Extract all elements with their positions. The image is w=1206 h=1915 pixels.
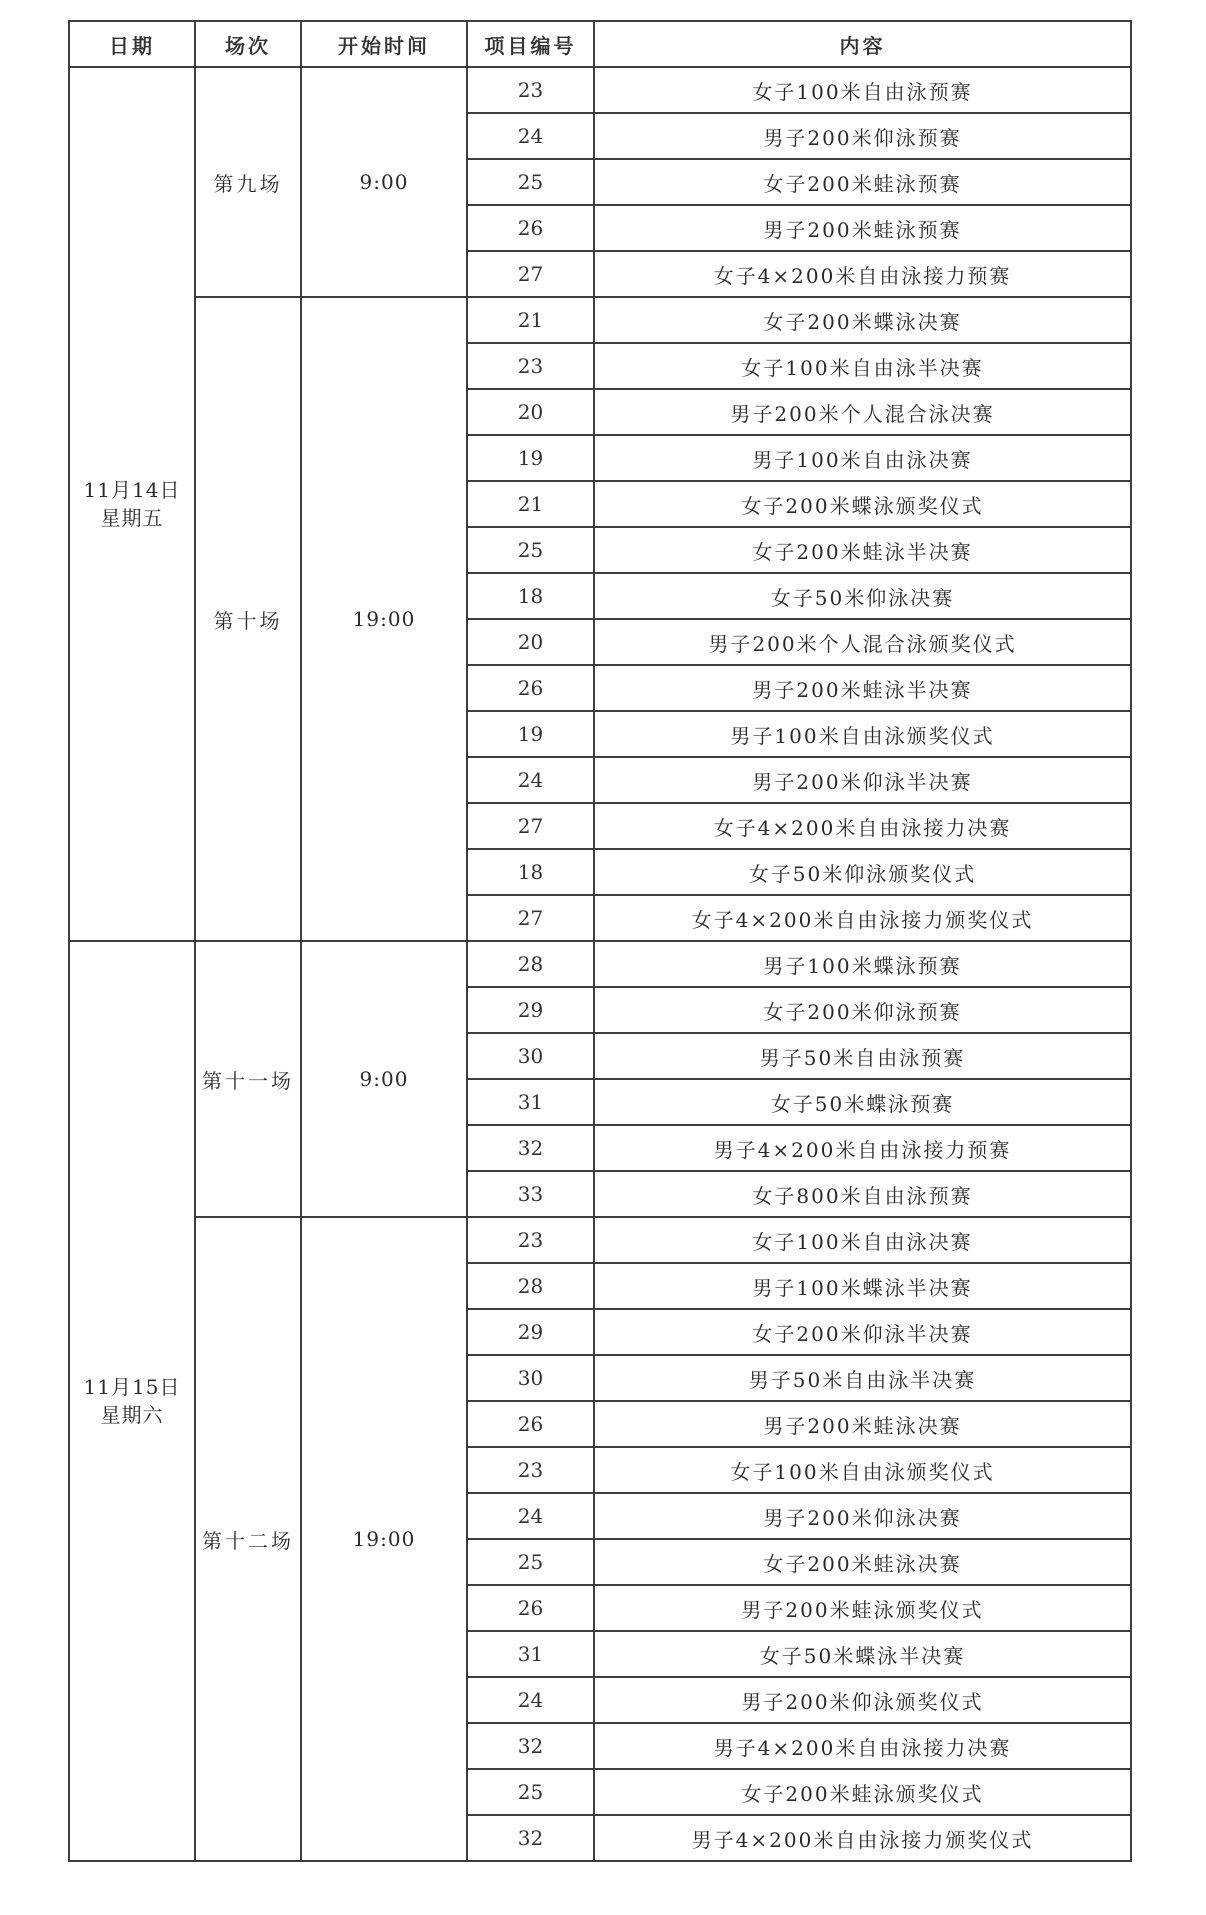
- date-cell: [69, 67, 195, 941]
- event-content-cell: 女子200米蝶泳颁奖仪式: [594, 481, 1131, 527]
- event-content-cell: 女子800米自由泳预赛: [594, 1171, 1131, 1217]
- table-row: [69, 1217, 1131, 1263]
- header-event-code: 项目编号: [467, 21, 594, 67]
- event-code-cell: 30: [467, 1355, 594, 1401]
- event-content-cell: 女子50米仰泳颁奖仪式: [594, 849, 1131, 895]
- event-code-cell: 24: [467, 1493, 594, 1539]
- event-code-cell: 24: [467, 757, 594, 803]
- event-code-cell: 25: [467, 1539, 594, 1585]
- header-session: 场次: [195, 21, 301, 67]
- event-content-cell: 女子200米仰泳半决赛: [594, 1309, 1131, 1355]
- event-content-cell: 男子200米仰泳预赛: [594, 113, 1131, 159]
- event-code-cell: 32: [467, 1125, 594, 1171]
- event-code-cell: 19: [467, 435, 594, 481]
- event-code-cell: 20: [467, 619, 594, 665]
- event-code-cell: 23: [467, 343, 594, 389]
- event-code-cell: 32: [467, 1815, 594, 1861]
- event-content-cell: 女子200米蛙泳决赛: [594, 1539, 1131, 1585]
- event-content-cell: 女子100米自由泳决赛: [594, 1217, 1131, 1263]
- start-time-cell: 19:00: [301, 297, 467, 941]
- event-content-cell: 女子200米仰泳预赛: [594, 987, 1131, 1033]
- date-text: 11月14日: [83, 478, 181, 502]
- event-code-cell: 27: [467, 803, 594, 849]
- event-code-cell: 18: [467, 849, 594, 895]
- header-start-time: 开始时间: [301, 21, 467, 67]
- event-content-cell: 女子100米自由泳半决赛: [594, 343, 1131, 389]
- event-code-cell: 19: [467, 711, 594, 757]
- table-row: [69, 67, 1131, 113]
- event-content-cell: 男子200米蛙泳预赛: [594, 205, 1131, 251]
- event-content-cell: 女子4×200米自由泳接力颁奖仪式: [594, 895, 1131, 941]
- start-time-cell: 9:00: [301, 67, 467, 297]
- event-code-cell: 27: [467, 251, 594, 297]
- event-code-cell: 21: [467, 481, 594, 527]
- weekday-text: 星期六: [100, 1403, 164, 1427]
- event-content-cell: 男子200米个人混合泳决赛: [594, 389, 1131, 435]
- event-content-cell: 男子50米自由泳半决赛: [594, 1355, 1131, 1401]
- event-content-cell: 男子4×200米自由泳接力预赛: [594, 1125, 1131, 1171]
- event-content-cell: 女子4×200米自由泳接力预赛: [594, 251, 1131, 297]
- event-code-cell: 26: [467, 205, 594, 251]
- event-content-cell: 男子100米蝶泳预赛: [594, 941, 1131, 987]
- event-content-cell: 男子200米仰泳决赛: [594, 1493, 1131, 1539]
- event-content-cell: 男子4×200米自由泳接力决赛: [594, 1723, 1131, 1769]
- event-content-cell: 女子50米蝶泳预赛: [594, 1079, 1131, 1125]
- session-cell: 第十一场: [195, 941, 301, 1217]
- event-content-cell: 女子50米蝶泳半决赛: [594, 1631, 1131, 1677]
- event-code-cell: 33: [467, 1171, 594, 1217]
- event-content-cell: 男子200米蛙泳半决赛: [594, 665, 1131, 711]
- schedule-sheet: [68, 20, 1130, 1862]
- session-cell: 第十场: [195, 297, 301, 941]
- event-code-cell: 29: [467, 987, 594, 1033]
- session-cell: 第九场: [195, 67, 301, 297]
- event-content-cell: 女子4×200米自由泳接力决赛: [594, 803, 1131, 849]
- event-content-cell: 女子200米蛙泳半决赛: [594, 527, 1131, 573]
- event-code-cell: 25: [467, 1769, 594, 1815]
- header-date: 日期: [69, 21, 195, 67]
- event-content-cell: 男子200米仰泳半决赛: [594, 757, 1131, 803]
- event-code-cell: 26: [467, 665, 594, 711]
- event-content-cell: 男子200米仰泳颁奖仪式: [594, 1677, 1131, 1723]
- event-content-cell: 男子200米蛙泳决赛: [594, 1401, 1131, 1447]
- schedule-body: [69, 67, 1131, 1861]
- event-code-cell: 29: [467, 1309, 594, 1355]
- event-code-cell: 23: [467, 1217, 594, 1263]
- event-code-cell: 27: [467, 895, 594, 941]
- event-content-cell: 男子200米蛙泳颁奖仪式: [594, 1585, 1131, 1631]
- table-row: [69, 297, 1131, 343]
- event-code-cell: 28: [467, 1263, 594, 1309]
- header-row: [69, 21, 1131, 67]
- event-code-cell: 26: [467, 1401, 594, 1447]
- event-content-cell: 女子50米仰泳决赛: [594, 573, 1131, 619]
- event-content-cell: 女子200米蛙泳预赛: [594, 159, 1131, 205]
- weekday-text: 星期五: [100, 506, 164, 530]
- event-content-cell: 男子50米自由泳预赛: [594, 1033, 1131, 1079]
- start-time-cell: 19:00: [301, 1217, 467, 1861]
- event-code-cell: 23: [467, 1447, 594, 1493]
- event-code-cell: 24: [467, 113, 594, 159]
- page-bottom-fade: [0, 1880, 1206, 1915]
- event-content-cell: 女子200米蝶泳决赛: [594, 297, 1131, 343]
- event-content-cell: 男子100米自由泳决赛: [594, 435, 1131, 481]
- event-content-cell: 女子100米自由泳颁奖仪式: [594, 1447, 1131, 1493]
- session-cell: 第十二场: [195, 1217, 301, 1861]
- event-code-cell: 31: [467, 1631, 594, 1677]
- table-row: [69, 941, 1131, 987]
- start-time-cell: 9:00: [301, 941, 467, 1217]
- event-content-cell: 女子100米自由泳预赛: [594, 67, 1131, 113]
- event-code-cell: 32: [467, 1723, 594, 1769]
- event-content-cell: 男子4×200米自由泳接力颁奖仪式: [594, 1815, 1131, 1861]
- date-text: 11月15日: [83, 1375, 181, 1399]
- event-code-cell: 23: [467, 67, 594, 113]
- event-code-cell: 25: [467, 527, 594, 573]
- event-code-cell: 18: [467, 573, 594, 619]
- event-code-cell: 20: [467, 389, 594, 435]
- event-code-cell: 28: [467, 941, 594, 987]
- event-content-cell: 男子100米蝶泳半决赛: [594, 1263, 1131, 1309]
- event-code-cell: 25: [467, 159, 594, 205]
- competition-schedule-table: [68, 20, 1132, 1862]
- event-content-cell: 女子200米蛙泳颁奖仪式: [594, 1769, 1131, 1815]
- event-code-cell: 26: [467, 1585, 594, 1631]
- event-code-cell: 21: [467, 297, 594, 343]
- event-content-cell: 男子100米自由泳颁奖仪式: [594, 711, 1131, 757]
- event-content-cell: 男子200米个人混合泳颁奖仪式: [594, 619, 1131, 665]
- header-content: 内容: [594, 21, 1131, 67]
- date-cell: [69, 941, 195, 1861]
- event-code-cell: 31: [467, 1079, 594, 1125]
- event-code-cell: 24: [467, 1677, 594, 1723]
- event-code-cell: 30: [467, 1033, 594, 1079]
